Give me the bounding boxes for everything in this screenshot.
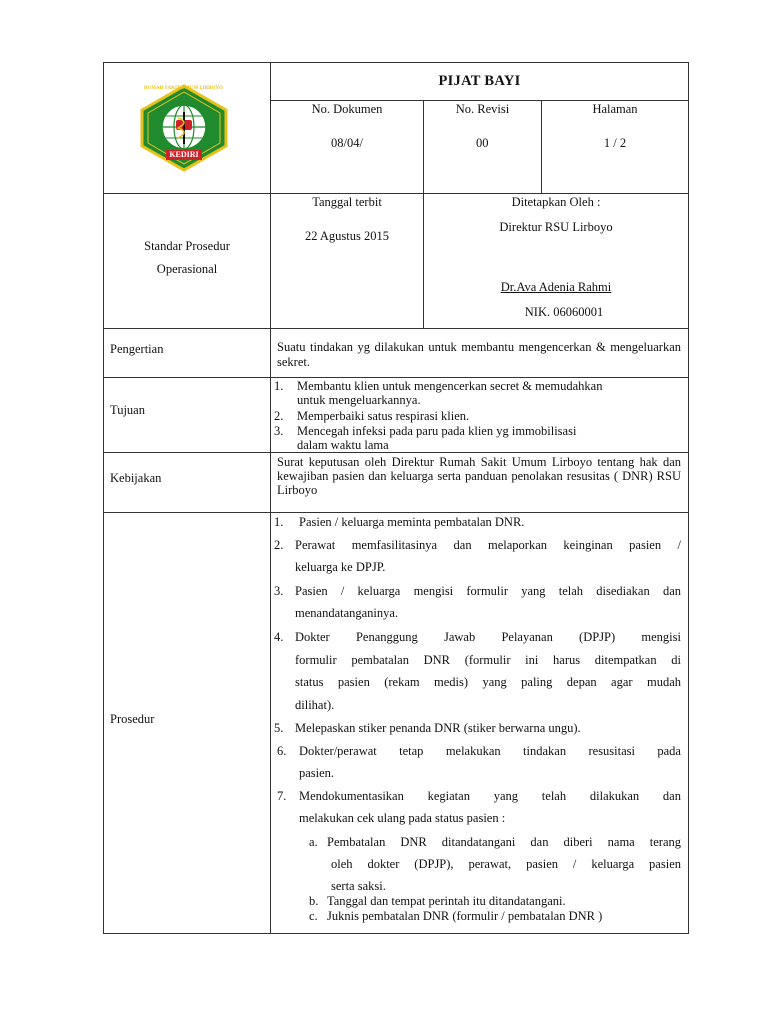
list-item-text: Memperbaiki satus respirasi klien.: [297, 409, 470, 423]
dokumen-value: 08/04/: [331, 136, 363, 150]
list-item-number: 2.: [274, 538, 284, 552]
list-item-number: 7.: [277, 789, 287, 803]
list-item-number: 1.: [274, 379, 284, 393]
sop-label-line2: Operasional: [156, 262, 218, 276]
sub-item-text: serta saksi.: [331, 879, 386, 893]
border-kebijakan-bottom: [103, 512, 689, 513]
signer-nik: NIK. 06060001: [524, 305, 604, 319]
halaman-label: Halaman: [592, 102, 638, 116]
list-item-number: 2.: [274, 409, 284, 423]
list-item-text: Mencegah infeksi pada paru pada klien yg immobilisasi: [297, 424, 577, 438]
list-item-text: Dokter/perawat tetap melakukan tindakan resusitasi pada: [299, 744, 681, 758]
tujuan-list: [271, 379, 683, 451]
border-top: [103, 62, 689, 63]
revisi-label: No. Revisi: [455, 102, 510, 116]
sub-item-text: oleh dokter (DPJP), perawat, pasien / keluarga pasien: [331, 857, 681, 871]
list-item-text: Dokter Penanggung Jawab Pelayanan (DPJP) mengisi: [295, 630, 681, 644]
sub-item-text: Juknis pembatalan DNR (formulir / pembatalan DNR ): [327, 909, 603, 923]
list-item-text: pasien.: [299, 766, 335, 780]
list-item-text: untuk mengeluarkannya.: [297, 393, 421, 407]
document-title: PIJAT BAYI: [438, 73, 521, 89]
sub-item-letter: a.: [309, 835, 318, 849]
pengertian-label: Pengertian: [110, 342, 164, 356]
list-item-number: 6.: [277, 744, 287, 758]
tujuan-label: Tujuan: [110, 403, 145, 417]
sub-item-letter: c.: [309, 909, 318, 923]
list-item-text: keluarga ke DPJP.: [295, 560, 386, 574]
list-item-text: Melepaskan stiker penanda DNR (stiker berwarna ungu).: [295, 721, 581, 735]
logo-text-bottom: KEDIRI: [169, 150, 199, 159]
list-item-text: dilihat).: [295, 698, 335, 712]
revisi-value: 00: [476, 136, 489, 150]
border-bottom: [103, 933, 689, 934]
list-item-text: Mendokumentasikan kegiatan yang telah dilakukan dan: [299, 789, 681, 803]
ditetapkan-by: Direktur RSU Lirboyo: [499, 220, 613, 234]
prosedur-list: [271, 515, 683, 931]
list-item-number: 3.: [274, 584, 284, 598]
dokumen-label: No. Dokumen: [311, 102, 383, 116]
ditetapkan-label: Ditetapkan Oleh :: [511, 195, 601, 209]
list-item-number: 4.: [274, 630, 284, 644]
list-item-text: status pasien (rekam medis) yang paling depan agar mudah: [295, 675, 681, 689]
prosedur-label: Prosedur: [110, 712, 155, 726]
border-header-bottom: [103, 193, 689, 194]
list-item-text: Membantu klien untuk mengencerkan secret & memudahkan: [297, 379, 603, 393]
signer-name: Dr.Ava Adenia Rahmi: [500, 280, 612, 294]
list-item-text: Pasien / keluarga mengisi formulir yang telah disediakan dan: [295, 584, 681, 598]
tanggal-label: Tanggal terbit: [312, 195, 382, 209]
sop-label-line1: Standar Prosedur: [144, 239, 230, 253]
kebijakan-text: Surat keputusan oleh Direktur Rumah Sakit Umum Lirboyo tentang hak dan kewajiban pasien dan keluarga serta panduan penolakan resusitas ( DNR) RSU Lirboyo: [277, 455, 681, 497]
border-right: [688, 62, 689, 934]
border-pengertian-bottom: [103, 377, 689, 378]
list-item-text: dalam waktu lama: [297, 438, 389, 452]
list-item-number: 5.: [274, 721, 284, 735]
list-item-number: 3.: [274, 424, 284, 438]
border-left: [103, 62, 104, 934]
list-item-text: menandatanganinya.: [295, 606, 399, 620]
sub-item-letter: b.: [309, 894, 319, 908]
list-item-text: melakukan cek ulang pada status pasien :: [299, 811, 506, 825]
logo-text-top: RUMAH SAKIT UMUM LIRBOYO: [144, 86, 223, 91]
pengertian-text: Suatu tindakan yg dilakukan untuk membantu mengencerkan & mengeluarkan sekret.: [277, 340, 681, 369]
sub-item-text: Tanggal dan tempat perintah itu ditandatangani.: [327, 894, 566, 908]
list-item-text: Perawat memfasilitasinya dan melaporkan keinginan pasien /: [295, 538, 681, 552]
border-title-bottom: [270, 100, 689, 101]
sub-item-text: Pembatalan DNR ditandatangani dan diberi nama terang: [327, 835, 681, 849]
kebijakan-label: Kebijakan: [110, 471, 162, 485]
halaman-value: 1 / 2: [603, 136, 627, 150]
list-item-text: formulir pembatalan DNR (formulir ini harus ditempatkan di: [295, 653, 681, 667]
list-item-text: Pasien / keluarga meminta pembatalan DNR.: [299, 515, 525, 529]
border-tujuan-bottom: [103, 452, 689, 453]
tanggal-value: 22 Agustus 2015: [304, 229, 390, 243]
border-sop-bottom: [103, 328, 689, 329]
list-item-number: 1.: [274, 515, 284, 529]
